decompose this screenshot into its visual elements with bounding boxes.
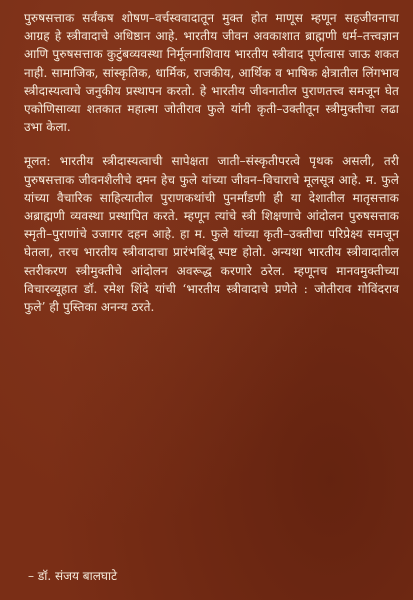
paragraph-2: मूलत: भारतीय स्त्रीदास्यत्वाची सापेक्षता जाती–संस्कृतीपरत्वे पृथक असली, तरी पुरुषसत्ताक जीवनशैलीचे दमन हेच फुले यांच्या जीवन–विचाराचे मूलसूत्र आहे. म. फुले यांच्या वैचारिक साहित्यातील पुराणकथांची पुनर्मांडणी ही या देशातील मातृसत्ताक अब्राह्मणी व्यवस्था प्रस्थापित करते. म्हणून त्यांचे स्त्री शिक्षणाचे आंदोलन पुरुषसत्ताक स्मृती–पुराणांचे उजागर दहन आहे. हा म. फुले यांच्या कृती–उक्तीचा परिप्रेक्ष्य समजून घेतला, तरच भारतीय स्त्रीवादाचा प्रारंभबिंदू स्पष्ट होतो. अन्यथा भारतीय स्त्रीवादातील स्तरीकरण स्त्रीमुक्तीचे आंदोलन अवरूद्ध करणारे ठरेल. म्हणूनच मानवमुक्तीच्या विचारव्यूहात डॉ. रमेश शिंदे यांची ‘भारतीय स्त्रीवादाचे प्रणेते : जोतीराव गोविंदराव फुले’ ही पुस्तिका अनन्य ठरते. xyxy=(24,154,399,315)
paragraph-1: पुरुषसत्ताक सर्वंकष शोषण–वर्चस्ववादातून मुक्त होत माणूस म्हणून सहजीवनाचा आग्रह हे स्त्रीवादाचे अधिष्ठान आहे. भारतीय जीवन अवकाशात ब्राह्मणी धर्म–तत्त्वज्ञान आणि पुरुषसत्ताक कुटुंबव्यवस्था निर्मूलनाशिवाय भारतीय स्त्रीवाद पूर्णत्वास जाऊ शकत नाही. सामाजिक, सांस्कृतिक, धार्मिक, राजकीय, आर्थिक व भाषिक क्षेत्रातील लिंगभाव स्त्रीदास्यत्वाचे जनुकीय प्रस्थापन करतो. हे भारतीय जीवनातील पुराणतत्त्व समजून घेत एकोणिसाव्या शतकात महात्मा जोतीराव फुले यांनी कृती–उक्तीतून स्त्रीमुक्तीचा लढा उभा केला. xyxy=(24,11,399,135)
author-signature: – डॉ. संजय बालघाटे xyxy=(28,569,118,583)
